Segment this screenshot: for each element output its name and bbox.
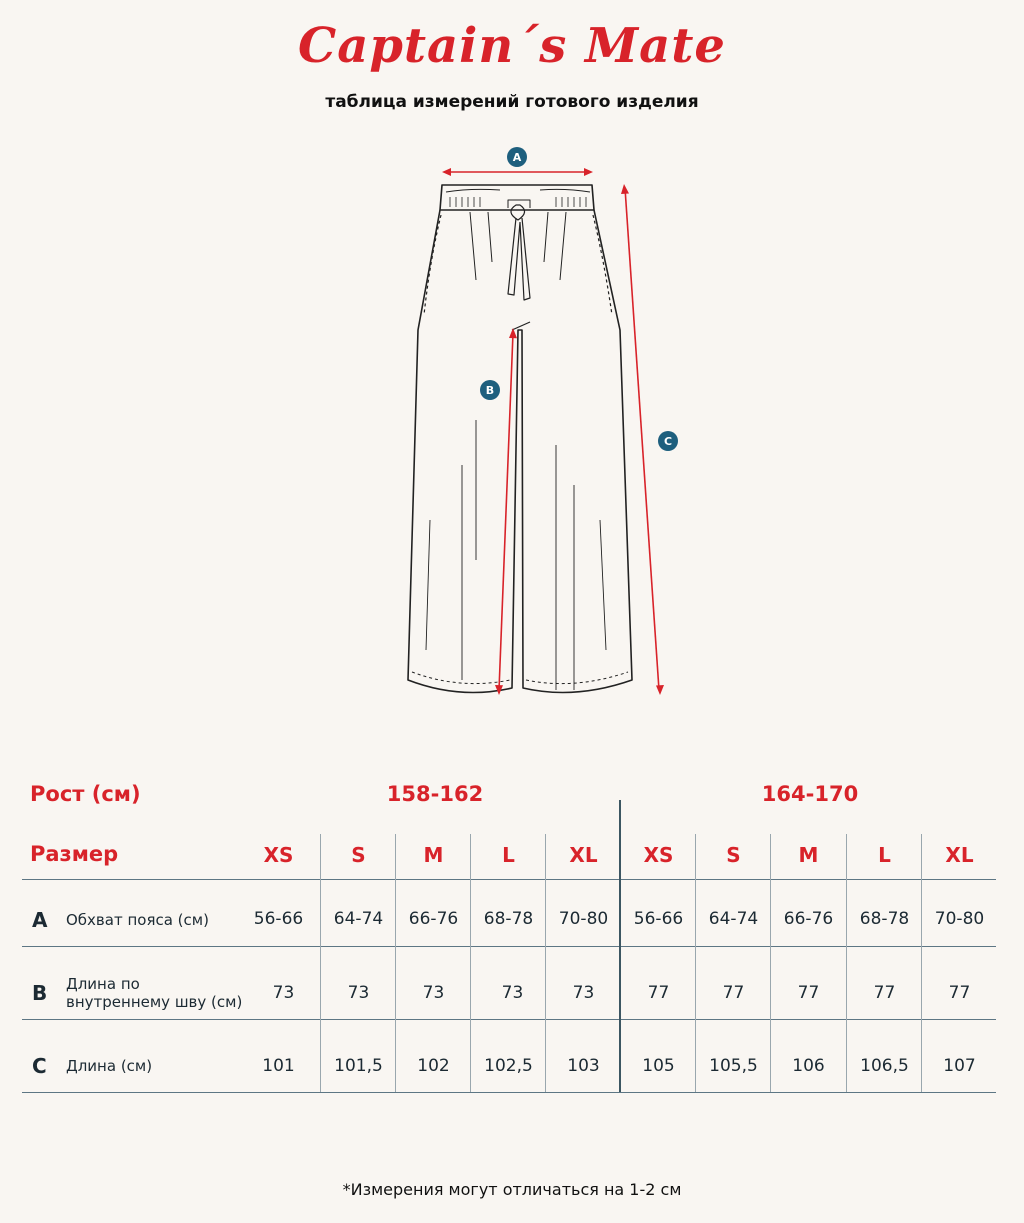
row-label: внутреннему шву (см) [66, 993, 243, 1011]
row-letter: C [32, 1054, 47, 1078]
table-cell: 77 [722, 983, 745, 1003]
marker-a [507, 147, 527, 167]
column-divider [770, 834, 771, 1092]
table-cell: 70-80 [558, 909, 609, 929]
row-label: Длина по [66, 975, 140, 993]
row-label: Обхват пояса (см) [66, 911, 209, 929]
table-cell: 56-66 [253, 909, 304, 929]
measure-b-arrow [499, 333, 513, 690]
table-cell: 102,5 [484, 1056, 533, 1076]
svg-text:C: C [663, 435, 673, 448]
column-divider [470, 834, 471, 1092]
footnote: *Измерения могут отличаться на 1-2 см [342, 1180, 682, 1199]
table-divider [22, 1092, 996, 1093]
page-subtitle: таблица измерений готового изделия [325, 92, 699, 112]
table-divider [22, 946, 996, 947]
height-label: Рост (см) [30, 782, 141, 806]
height-group-2: 164-170 [761, 782, 859, 806]
table-cell: 77 [873, 983, 896, 1003]
table-divider [22, 879, 996, 880]
size-header: S [351, 843, 366, 867]
table-cell: 73 [572, 983, 595, 1003]
marker-c [658, 431, 678, 451]
brand-logo: Captain´s Mate [298, 18, 726, 74]
table-cell: 68-78 [483, 909, 534, 929]
table-cell: 107 [943, 1056, 976, 1076]
marker-b [480, 380, 500, 400]
pants-diagram [0, 130, 1024, 720]
table-cell: 102 [417, 1056, 450, 1076]
table-cell: 105 [642, 1056, 675, 1076]
size-header: L [878, 843, 891, 867]
table-cell: 101,5 [334, 1056, 383, 1076]
size-header: M [423, 843, 444, 867]
table-cell: 105,5 [709, 1056, 758, 1076]
table-cell: 64-74 [708, 909, 759, 929]
size-header: XS [263, 843, 294, 867]
table-cell: 66-76 [408, 909, 459, 929]
pants-outline [408, 210, 632, 693]
size-header: XS [643, 843, 674, 867]
table-cell: 73 [272, 983, 295, 1003]
table-cell: 77 [948, 983, 971, 1003]
row-label: Длина (см) [66, 1057, 153, 1075]
table-cell: 70-80 [934, 909, 985, 929]
table-cell: 106 [792, 1056, 825, 1076]
size-header: M [798, 843, 819, 867]
table-cell: 73 [422, 983, 445, 1003]
size-header: XL [945, 843, 974, 867]
column-divider [545, 834, 546, 1092]
group-divider [619, 800, 621, 1092]
size-header: XL [569, 843, 598, 867]
size-header: L [502, 843, 515, 867]
table-cell: 101 [262, 1056, 295, 1076]
svg-text:A: A [512, 151, 522, 164]
table-cell: 106,5 [860, 1056, 909, 1076]
table-cell: 64-74 [333, 909, 384, 929]
table-cell: 68-78 [859, 909, 910, 929]
table-cell: 66-76 [783, 909, 834, 929]
table-cell: 73 [347, 983, 370, 1003]
size-header: S [726, 843, 741, 867]
height-group-1: 158-162 [386, 782, 484, 806]
column-divider [846, 834, 847, 1092]
table-cell: 77 [797, 983, 820, 1003]
table-cell: 73 [501, 983, 524, 1003]
column-divider [695, 834, 696, 1092]
column-divider [320, 834, 321, 1092]
table-cell: 56-66 [633, 909, 684, 929]
row-letter: A [32, 908, 48, 932]
waistband [440, 185, 594, 210]
column-divider [395, 834, 396, 1092]
table-divider [22, 1019, 996, 1020]
table-cell: 77 [647, 983, 670, 1003]
size-label: Размер [30, 842, 119, 866]
svg-text:B: B [485, 384, 495, 397]
table-cell: 103 [567, 1056, 600, 1076]
column-divider [921, 834, 922, 1092]
row-letter: B [32, 981, 48, 1005]
